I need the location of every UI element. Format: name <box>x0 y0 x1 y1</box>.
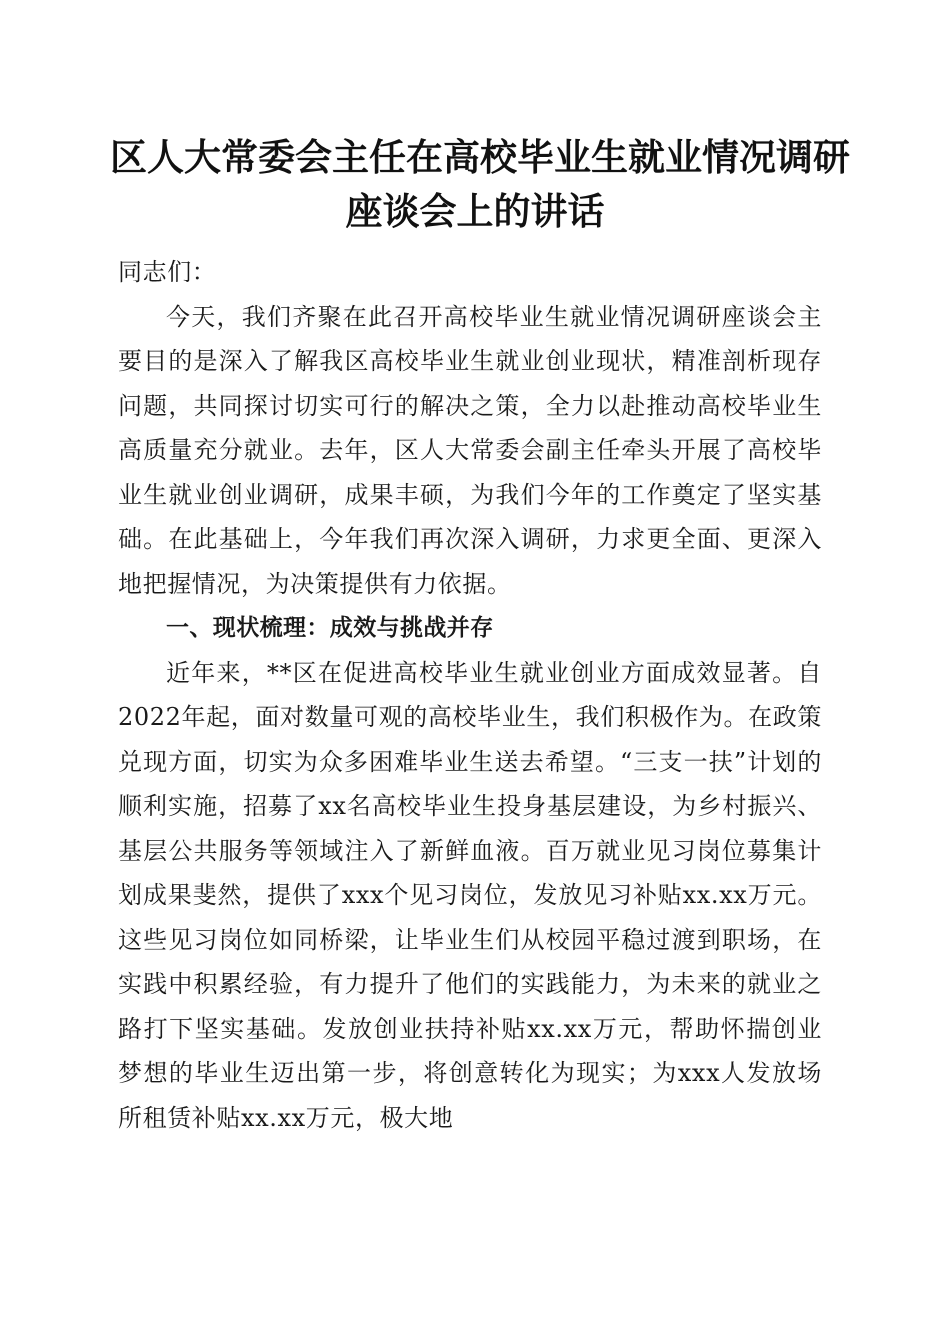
document-body <box>118 250 822 1140</box>
document-title <box>110 130 850 238</box>
section-heading-1: 一、现状梳理：成效与挑战并存 <box>166 615 494 641</box>
title-line-1: 区人大常委会主任在高校毕业生就业情况调研 <box>110 135 850 179</box>
title-line-2: 座谈会上的讲话 <box>345 189 605 233</box>
paragraph-status: 近年来，**区在促进高校毕业生就业创业方面成效显著。自2022年起，面对数量可观的高校毕业生，我们积极作为。在政策兑现方面，切实为众多困难毕业生送去希望。“三支一扶”计划的顺利实施，招募了xx名高校毕业生投身基层建设，为乡村振兴、基层公共服务等领域注入了新鲜血液。百万就业见习岗位募集计划成果斐然，提供了xxx个见习岗位，发放见习补贴xx.xx万元。这些见习岗位如同桥梁，让毕业生们从校园平稳过渡到职场，在实践中积累经验，有力提升了他们的实践能力，为未来的就业之路打下坚实基础。发放创业扶持补贴xx.xx万元，帮助怀揣创业梦想的毕业生迈出第一步，将创意转化为现实；为xxx人发放场所租赁补贴xx.xx万元，极大地 <box>118 658 822 1132</box>
paragraph-intro: 今天，我们齐聚在此召开高校毕业生就业情况调研座谈会主要目的是深入了解我区高校毕业生就业创业现状，精准剖析现存问题，共同探讨切实可行的解决之策，全力以赴推动高校毕业生高质量充分就业。去年，区人大常委会副主任牵头开展了高校毕业生就业创业调研，成果丰硕，为我们今年的工作奠定了坚实基础。在此基础上，今年我们再次深入调研，力求更全面、更深入地把握情况，为决策提供有力依据。 <box>118 302 822 598</box>
salutation: 同志们： <box>118 258 217 286</box>
